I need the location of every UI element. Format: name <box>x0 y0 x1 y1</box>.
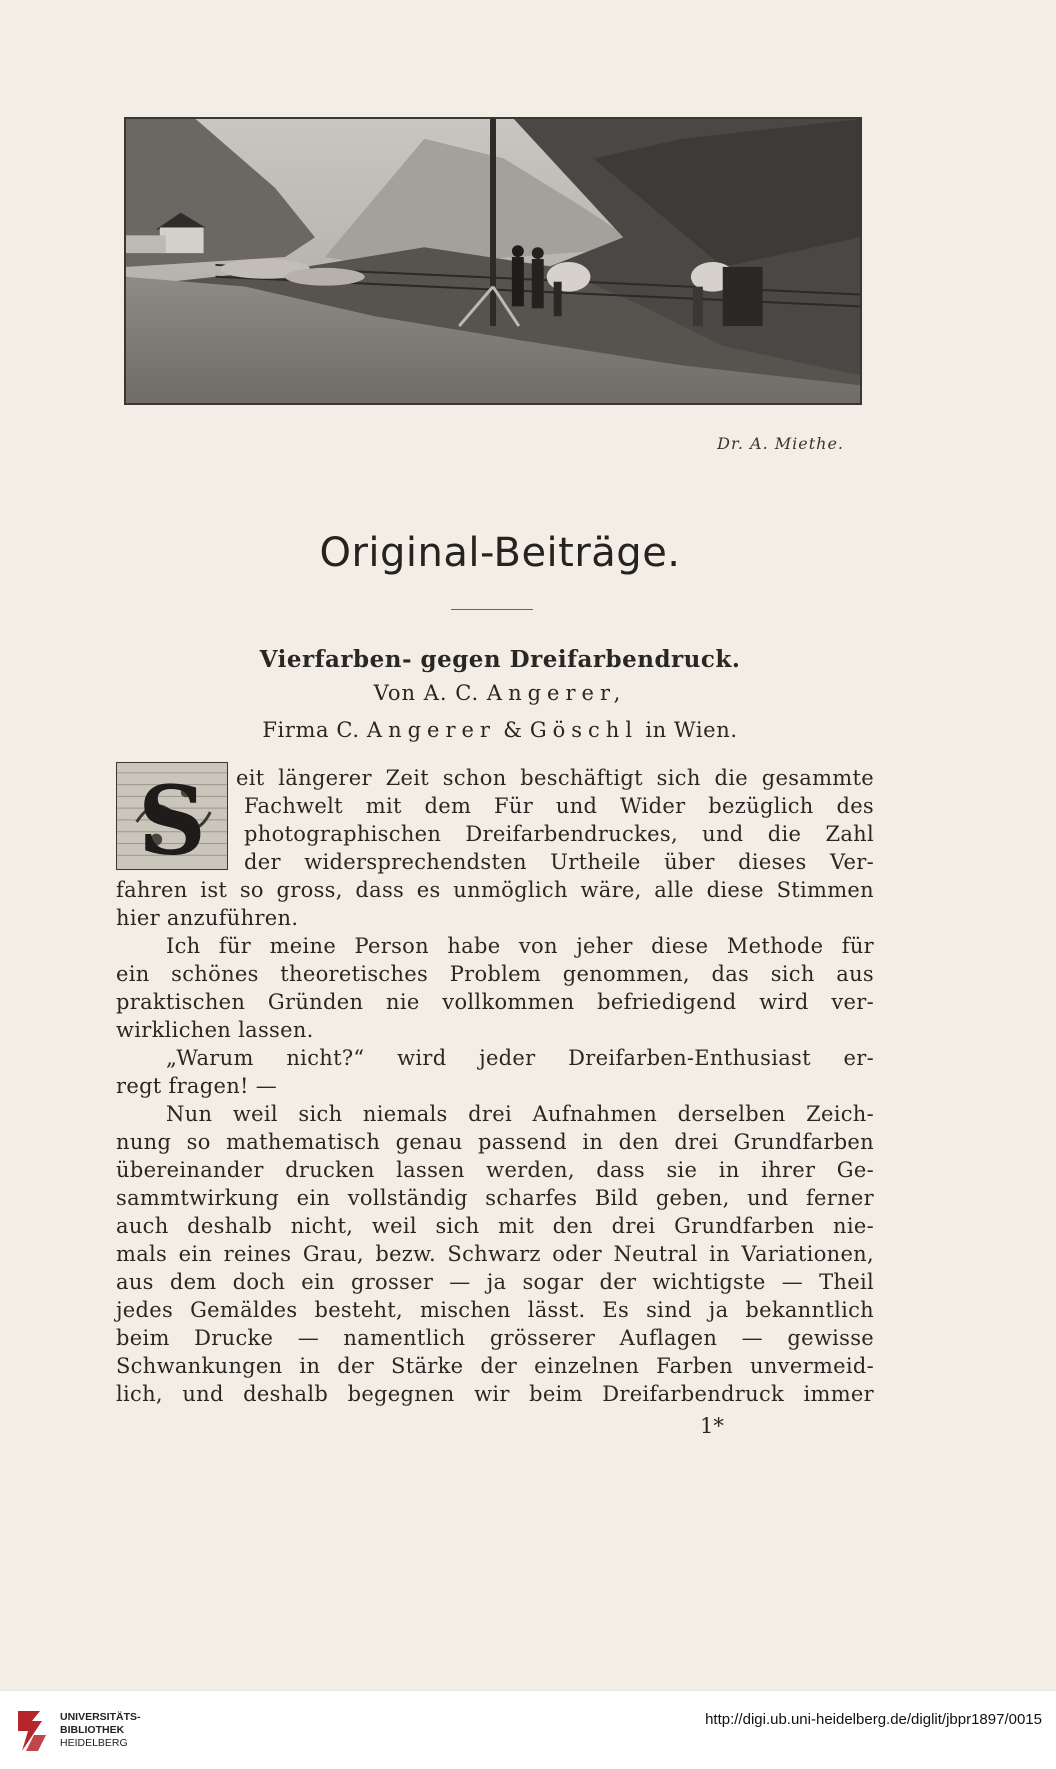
body-line: beim Drucke — namentlich grösserer Auflagen — gewisse <box>116 1326 874 1350</box>
photo-credit: Dr. A. Miethe. <box>717 434 844 453</box>
affiliation-suffix: in Wien. <box>645 718 738 742</box>
library-logo-icon[interactable] <box>12 1705 50 1757</box>
affiliation-name-1: Angerer <box>366 718 496 742</box>
body-line: Nun weil sich niemals drei Aufnahmen derselben Zeich- <box>166 1102 874 1126</box>
affiliation-ampersand: & <box>503 718 523 742</box>
body-line: lich, und deshalb begegnen wir beim Dreifarbendruck immer <box>116 1382 874 1406</box>
body-line: hier anzuführen. <box>116 906 299 930</box>
affiliation-name-2: Göschl <box>529 718 639 742</box>
library-name-line-2: BIBLIOTHEK <box>60 1724 125 1736</box>
body-line: nung so mathematisch genau passend in den drei Grundfarben <box>116 1130 874 1154</box>
body-line: übereinander drucken lassen werden, dass sie in ihrer Ge- <box>116 1158 874 1182</box>
body-line: Schwankungen in der Stärke der einzelnen Farben unvermeid- <box>116 1354 874 1378</box>
library-name-line-3: HEIDELBERG <box>60 1737 128 1749</box>
body-line: regt fragen! — <box>116 1074 278 1098</box>
footer-bar <box>0 1690 1056 1769</box>
library-name <box>60 1711 141 1750</box>
body-line: ein schönes theoretisches Problem genommen, das sich aus <box>116 962 874 986</box>
body-line: Ich für meine Person habe von jeher diese Methode für <box>166 934 874 958</box>
body-line: auch deshalb nicht, weil sich mit den drei Grundfarben nie- <box>116 1214 874 1238</box>
body-line: Fachwelt mit dem Für und Wider bezüglich des <box>244 794 874 818</box>
body-line: sammtwirkung ein vollständig scharfes Bild geben, und ferner <box>116 1186 874 1210</box>
drop-cap-initial <box>116 762 228 870</box>
library-name-line-1: UNIVERSITÄTS- <box>60 1711 141 1723</box>
body-line: jedes Gemäldes besteht, mischen lässt. Es sind ja bekanntlich <box>116 1298 874 1322</box>
article-affiliation <box>0 718 1000 742</box>
drop-cap-letter: S <box>137 766 207 869</box>
page-number: 1* <box>700 1414 724 1438</box>
section-title: Original-Beiträge. <box>319 530 681 576</box>
body-line: photographischen Dreifarbendruckes, und die Zahl <box>244 822 874 846</box>
affiliation-prefix: Firma C. <box>262 718 360 742</box>
byline-prefix: Von A. C. <box>373 681 480 705</box>
body-line: wirklichen lassen. <box>116 1018 314 1042</box>
body-line: der widersprechendsten Urtheile über dieses Ver- <box>244 850 874 874</box>
divider-rule <box>451 609 533 610</box>
body-line: mals ein reines Grau, bezw. Schwarz oder Neutral in Variationen, <box>116 1242 874 1266</box>
body-line: aus dem doch ein grosser — ja sogar der wichtigste — Theil <box>116 1270 874 1294</box>
byline-author: Angerer, <box>486 681 627 705</box>
body-line: praktischen Gründen nie vollkommen befriedigend wird ver- <box>116 990 874 1014</box>
body-line: „Warum nicht?“ wird jeder Dreifarben-Enthusiast er- <box>166 1046 874 1070</box>
body-line: fahren ist so gross, dass es unmöglich wäre, alle diese Stimmen <box>116 878 874 902</box>
article-byline <box>0 681 1000 705</box>
mountain-photograph <box>124 117 862 405</box>
body-line: eit längerer Zeit schon beschäftigt sich die gesammte <box>236 766 874 790</box>
source-url-link[interactable]: http://digi.ub.uni-heidelberg.de/diglit/jbpr1897/0015 <box>705 1711 1042 1728</box>
article-title: Vierfarben- gegen Dreifarbendruck. <box>259 646 741 673</box>
